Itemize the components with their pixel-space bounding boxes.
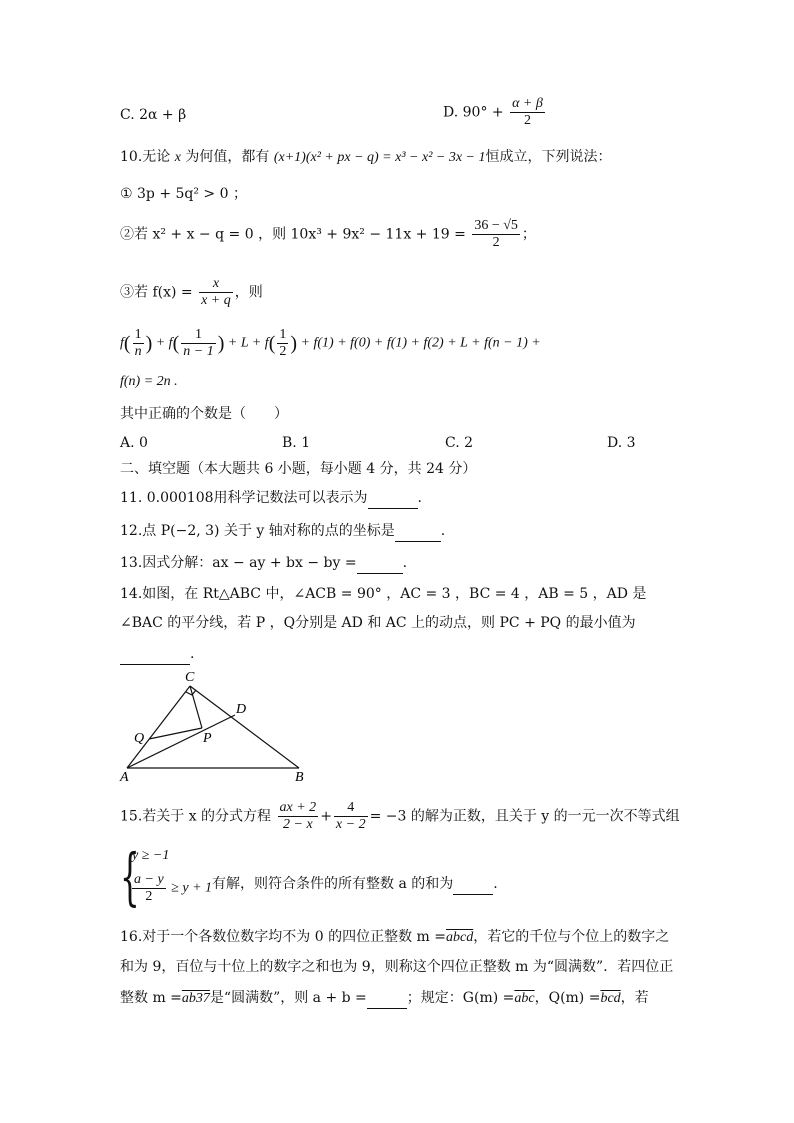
q13: 13.因式分解：ax − ay + bx − by = . [120,553,407,574]
q15-question: 有解，则符合条件的所有整数 a 的和为 . [212,874,498,895]
q11: 11. 0.000108用科学记数法可以表示为 . [120,488,422,509]
q10-statement-2: ②若 x² + x − q = 0 ，则 10x³ + 9x² − 11x + 19 = $\frac{36 - √5}{2}$ ； [120,218,536,250]
q10-sum-line-1: f( $\frac{1}{n}$ ) + f( $\frac{1}{n - 1}$ ) + L + f( $\frac{1}{2}$ ) + f(1) + f(0) + f(1) + f(2) + L + f(n − 1) + [120,327,541,359]
q10-identity: (x+1)(x² + px − q) = x³ − x² − 3x − 1 [273,150,486,165]
q10-statement-3: ③若 f(x) = $\frac{x}{x + q}$ ，则 [120,276,263,308]
q16-line-2: 和为 9，百位与十位上的数字之和也为 9，则称这个四位正整数 m 为“圆满数”．若四位正 [120,959,674,975]
q15-inequality-2: $\frac{a - y}{2}$ ≥ y + 1 [134,872,213,904]
segment-ac [127,686,190,768]
label-d: D [236,702,247,717]
system-brace: { [120,840,140,913]
segment-cp [190,686,202,728]
q10-choice-b: B. 1 [282,435,311,451]
option-c-text: C. 2α + β [120,107,187,123]
q16-line-3: 整数 m =ab37是“圆满数”，则 a + b = ；规定：$G(m) =\overline{abc}$，$Q(m) =\overline{bcd}$，若 [120,988,649,1009]
option-d-fraction: $\frac{\alpha + \beta}{2}$ [512,96,543,128]
q10-choice-d: D. 3 [607,435,636,451]
q15-answer-blank[interactable] [453,874,493,895]
q15-fraction-1: $\frac{ax + 2}{2 - x}$ [279,800,317,832]
q16-line-1: 16.对于一个各数位数字均不为 0 的四位正整数 m =abcd，若它的千位与个位上的数字之 [120,929,670,945]
option-c [120,105,186,125]
label-p: P [203,731,212,746]
q10-stem: 10.无论 x 为何值，都有 (x+1)(x² + px − q) = x³ − x² − 3x − 1恒成立，下列说法： [120,149,612,165]
q13-answer-blank[interactable] [357,553,403,574]
q12: 12.点 P(−2, 3) 关于 y 轴对称的点的坐标是 . [120,521,445,542]
label-q: Q [134,731,145,746]
triangle-figure [110,665,320,787]
label-b: B [295,770,304,785]
q10-s3-fraction: $\frac{x}{x + q}$ [201,276,231,308]
q10-statement-1: ① 3p + 5q² > 0 ； [120,186,247,202]
q14-answer-blank[interactable] [120,644,190,665]
q10-sum-line-2: f(n) = 2n . [120,374,178,389]
q14-line-3: . [120,644,194,665]
q10-s2-fraction: $\frac{36 - √5}{2}$ [474,218,518,250]
q10-ask: 其中正确的个数是（ ） [120,406,288,422]
q10-choice-c: C. 2 [445,435,474,451]
option-d [443,96,547,129]
q15-inequality-system [120,840,520,916]
q12-answer-blank[interactable] [395,521,441,542]
option-d-prefix: D. 90° + [443,104,504,121]
label-c: C [185,670,195,685]
q11-answer-blank[interactable] [368,488,418,509]
q14-line-1: 14.如图，在 Rt△ABC 中，∠ACB = 90° ，AC = 3 ，BC = 4 ，AB = 5 ，AD 是 [120,586,647,602]
q14-line-2: ∠BAC 的平分线，若 P ，Q分别是 AD 和 AC 上的动点，则 PC + PQ 的最小值为 [120,615,636,631]
q16-answer-blank[interactable] [367,988,407,1009]
label-a: A [120,770,129,785]
segment-cb [190,686,299,768]
q15-fraction-2: $\frac{4}{x - 2}$ [335,800,366,832]
q15-line-1: 15.若关于 x 的分式方程 $\frac{ax + 2}{2 - x}$ + $\frac{4}{x - 2}$ = −3 的解为正数，且关于 y 的一元一次不等式组 [120,800,680,832]
q10-choice-a: A. 0 [120,435,148,451]
q15-inequality-1: y ≥ −1 [132,848,170,863]
section-2-heading: 二、填空题（本大题共 6 小题，每小题 4 分，共 24 分） [120,461,477,477]
